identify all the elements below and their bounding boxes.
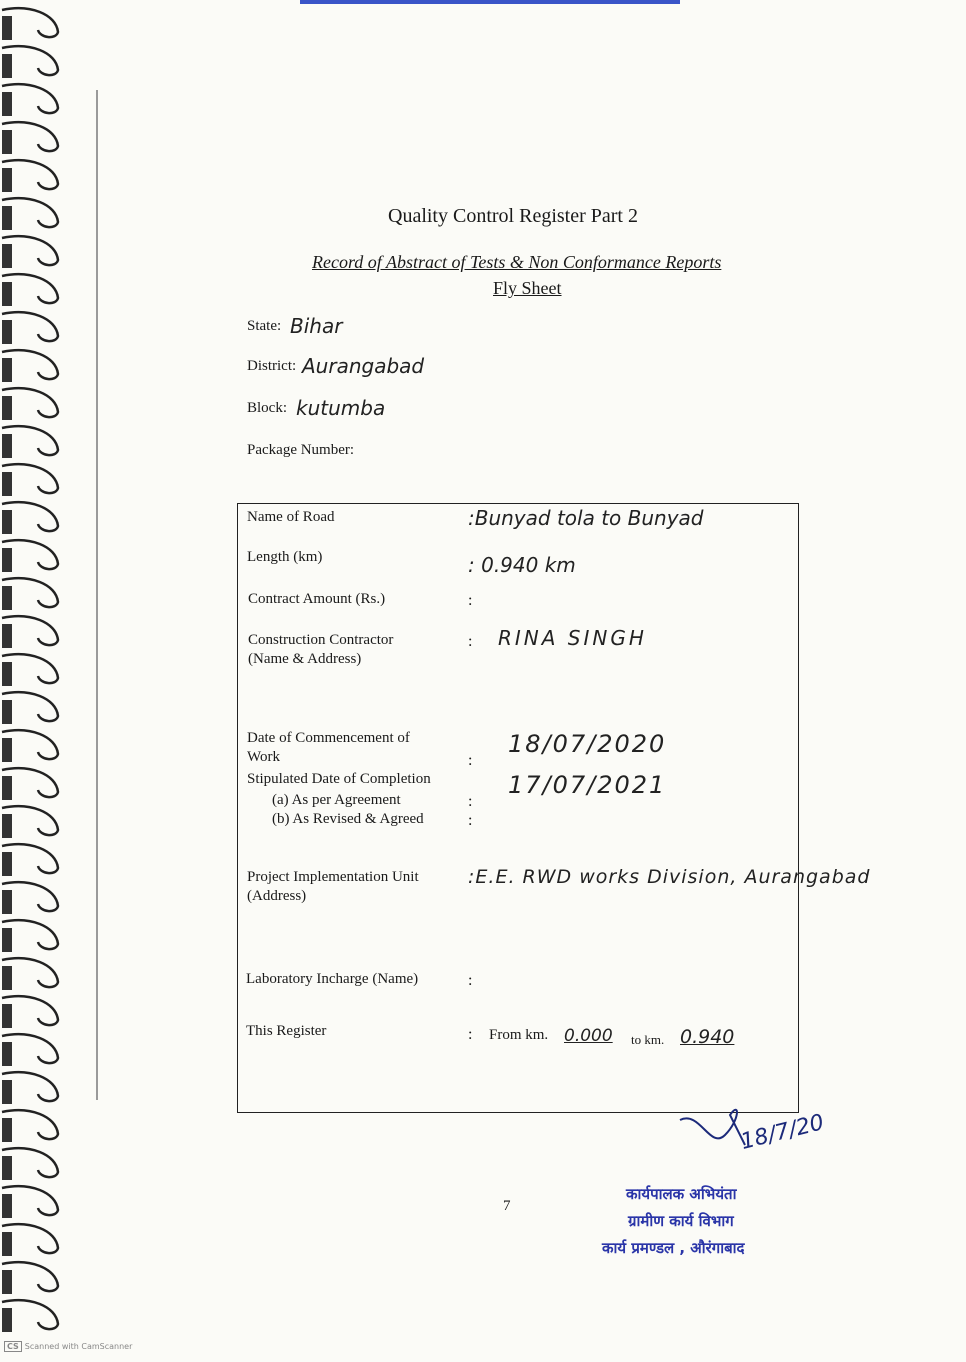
commencement-date: 18/07/2020 — [508, 730, 667, 758]
road-name-label: Name of Road — [247, 509, 335, 525]
spiral-hole — [2, 1308, 12, 1332]
register-subtitle: Record of Abstract of Tests & Non Conformance Reports — [312, 252, 722, 272]
spiral-hole — [2, 1080, 12, 1104]
contractor-colon: : — [468, 633, 473, 650]
contract-amount-label: Contract Amount (Rs.) — [248, 591, 386, 607]
district-value: Aurangabad — [302, 354, 425, 378]
lab-incharge-label: Laboratory Incharge (Name) — [246, 971, 419, 987]
spiral-hole — [2, 814, 12, 838]
state-label: State: — [247, 318, 282, 334]
spiral-hole — [2, 852, 12, 876]
spiral-hole — [2, 510, 12, 534]
commencement-colon: : — [468, 752, 473, 769]
from-km-value: 0.000 — [564, 1026, 613, 1046]
commencement-label-2: Work — [247, 749, 280, 765]
spiral-hole — [2, 890, 12, 914]
stamp-line-2: ग्रामीण कार्य विभाग — [628, 1212, 734, 1230]
spiral-hole — [2, 358, 12, 382]
spiral-hole — [2, 928, 12, 952]
contractor-label: Construction Contractor — [248, 632, 394, 648]
camscanner-text: Scanned with CamScanner — [24, 1342, 133, 1351]
completion-label: Stipulated Date of Completion — [247, 771, 431, 787]
to-km-value: 0.940 — [680, 1026, 735, 1048]
spiral-hole — [2, 206, 12, 230]
spiral-hole — [2, 1194, 12, 1218]
spiral-hole — [2, 700, 12, 724]
page-number: 7 — [503, 1198, 511, 1214]
spiral-hole — [2, 1232, 12, 1256]
spiral-hole — [2, 586, 12, 610]
spiral-hole — [2, 54, 12, 78]
district-label: District: — [247, 358, 297, 374]
piu-value: :E.E. RWD works Division, Aurangabad — [468, 866, 871, 888]
camscanner-badge: CS — [4, 1341, 22, 1352]
contractor-value: RINA SINGH — [498, 626, 647, 650]
commencement-label: Date of Commencement of — [247, 730, 410, 746]
spiral-hole — [2, 168, 12, 192]
register-colon: : — [468, 1026, 473, 1043]
lab-incharge-colon: : — [468, 972, 473, 989]
spiral-hole — [2, 472, 12, 496]
spiral-hole — [2, 966, 12, 990]
spiral-hole — [2, 130, 12, 154]
spiral-hole — [2, 92, 12, 116]
register-title: Quality Control Register Part 2 — [388, 205, 638, 227]
spiral-hole — [2, 548, 12, 572]
contract-amount-colon: : — [468, 592, 473, 609]
top-edge-strip — [300, 0, 680, 4]
camscanner-watermark — [4, 1341, 132, 1352]
length-label: Length (km) — [247, 549, 323, 565]
state-value: Bihar — [290, 314, 343, 338]
completion-date: 17/07/2021 — [508, 771, 667, 799]
spiral-hole — [2, 16, 12, 40]
stamp-line-3: कार्य प्रमण्डल , औरंगाबाद — [602, 1239, 745, 1257]
fly-sheet-heading: Fly Sheet — [493, 278, 562, 298]
signature-date: 18/7/20 — [738, 1110, 827, 1155]
spiral-hole — [2, 662, 12, 686]
revised-colon: : — [468, 812, 473, 829]
spiral-hole — [2, 1004, 12, 1028]
spiral-hole — [2, 1156, 12, 1180]
spiral-hole — [2, 282, 12, 306]
stamp-line-1: कार्यपालक अभियंता — [626, 1185, 737, 1203]
spiral-hole — [2, 396, 12, 420]
spiral-hole — [2, 1270, 12, 1294]
to-km-label: to km. — [631, 1032, 665, 1047]
spiral-hole — [2, 1118, 12, 1142]
block-value: kutumba — [296, 396, 386, 420]
spiral-hole — [2, 1042, 12, 1066]
agreement-colon: : — [468, 793, 473, 810]
agreement-label: (a) As per Agreement — [272, 792, 401, 808]
spiral-hole — [2, 320, 12, 344]
road-name-value: :Bunyad tola to Bunyad — [468, 506, 704, 530]
spiral-hole — [2, 738, 12, 762]
contractor-label-2: (Name & Address) — [248, 651, 362, 667]
spiral-hole — [2, 434, 12, 458]
margin-line — [96, 90, 98, 1100]
from-km-label: From km. — [489, 1027, 549, 1043]
spiral-hole — [2, 624, 12, 648]
spiral-binding — [0, 0, 72, 1340]
spiral-hole — [2, 244, 12, 268]
package-number-label: Package Number: — [247, 442, 355, 458]
block-label: Block: — [247, 400, 287, 416]
piu-label: Project Implementation Unit — [247, 869, 419, 885]
revised-label: (b) As Revised & Agreed — [272, 811, 424, 827]
spiral-hole — [2, 776, 12, 800]
length-value: : 0.940 km — [468, 553, 576, 577]
piu-label-2: (Address) — [247, 888, 307, 904]
register-label: This Register — [246, 1023, 327, 1039]
